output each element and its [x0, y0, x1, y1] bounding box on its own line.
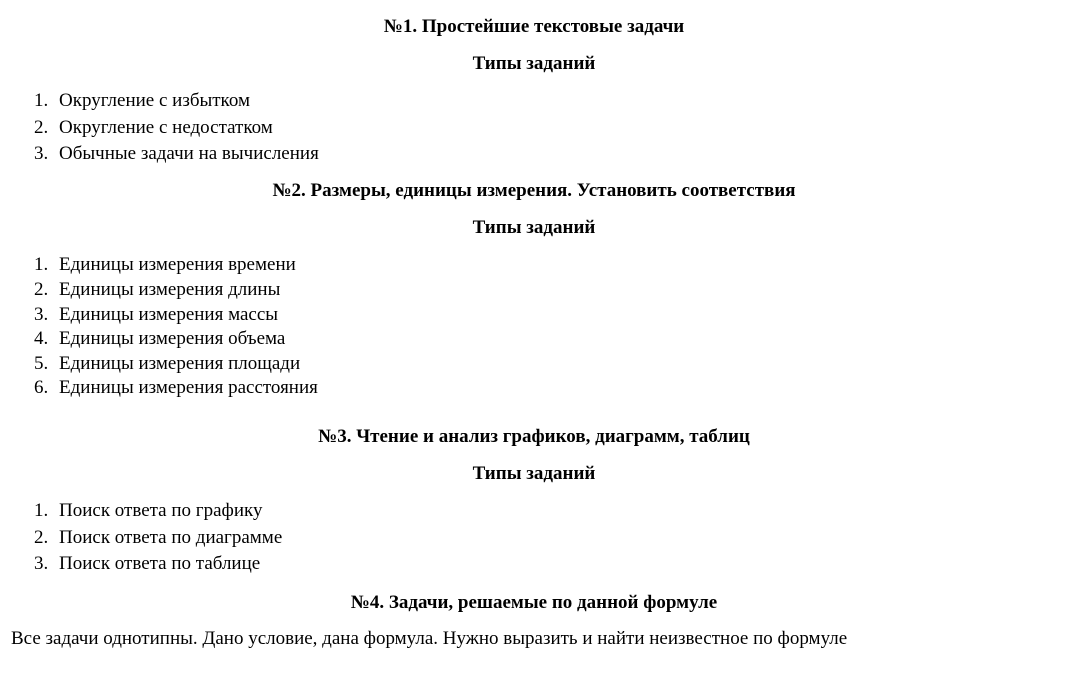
list-item — [34, 303, 278, 327]
section-4-paragraph: Все задачи однотипны. Дано условие, дана формула. Нужно выразить и найти неизвестное по формуле — [11, 628, 848, 649]
list-item-text: Единицы измерения объема — [59, 328, 286, 349]
list-item — [34, 552, 260, 576]
section-1-subtitle: Типы заданий — [472, 53, 596, 74]
list-item — [34, 499, 262, 523]
list-item-text: Единицы измерения времени — [59, 254, 296, 275]
section-4-title: №4. Задачи, решаемые по данной формуле — [350, 592, 718, 613]
list-item-number: 2. — [34, 527, 49, 548]
list-item-number: 5. — [34, 353, 49, 374]
list-item — [34, 278, 280, 302]
list-item — [34, 142, 319, 166]
list-item-number: 2. — [34, 279, 49, 300]
list-item-text: Округление с избытком — [59, 90, 250, 111]
list-item-text: Единицы измерения площади — [59, 353, 301, 374]
list-item — [34, 327, 285, 351]
list-item-number: 2. — [34, 117, 49, 138]
list-item-text: Единицы измерения массы — [59, 304, 279, 325]
list-item — [34, 89, 250, 113]
list-item-number: 1. — [34, 500, 49, 521]
list-item-text: Единицы измерения длины — [59, 279, 281, 300]
section-2-subtitle: Типы заданий — [472, 217, 596, 238]
list-item — [34, 253, 296, 277]
list-item — [34, 352, 300, 376]
list-item-number: 3. — [34, 304, 49, 325]
list-item-text: Поиск ответа по графику — [59, 500, 263, 521]
section-3-title: №3. Чтение и анализ графиков, диаграмм, таблиц — [318, 426, 750, 447]
list-item-text: Округление с недостатком — [59, 117, 273, 138]
list-item-number: 1. — [34, 254, 49, 275]
section-3-subtitle: Типы заданий — [472, 463, 596, 484]
list-item-number: 1. — [34, 90, 49, 111]
list-item-number: 4. — [34, 328, 49, 349]
section-2-title: №2. Размеры, единицы измерения. Установить соответствия — [272, 180, 796, 201]
list-item-number: 3. — [34, 143, 49, 164]
list-item-text: Поиск ответа по таблице — [59, 553, 261, 574]
list-item — [34, 376, 318, 400]
list-item-text: Поиск ответа по диаграмме — [59, 527, 283, 548]
list-item — [34, 526, 282, 550]
list-item — [34, 116, 273, 140]
list-item-number: 6. — [34, 377, 49, 398]
list-item-text: Обычные задачи на вычисления — [59, 143, 319, 164]
list-item-number: 3. — [34, 553, 49, 574]
list-item-text: Единицы измерения расстояния — [59, 377, 318, 398]
section-1-title: №1. Простейшие текстовые задачи — [383, 16, 685, 37]
